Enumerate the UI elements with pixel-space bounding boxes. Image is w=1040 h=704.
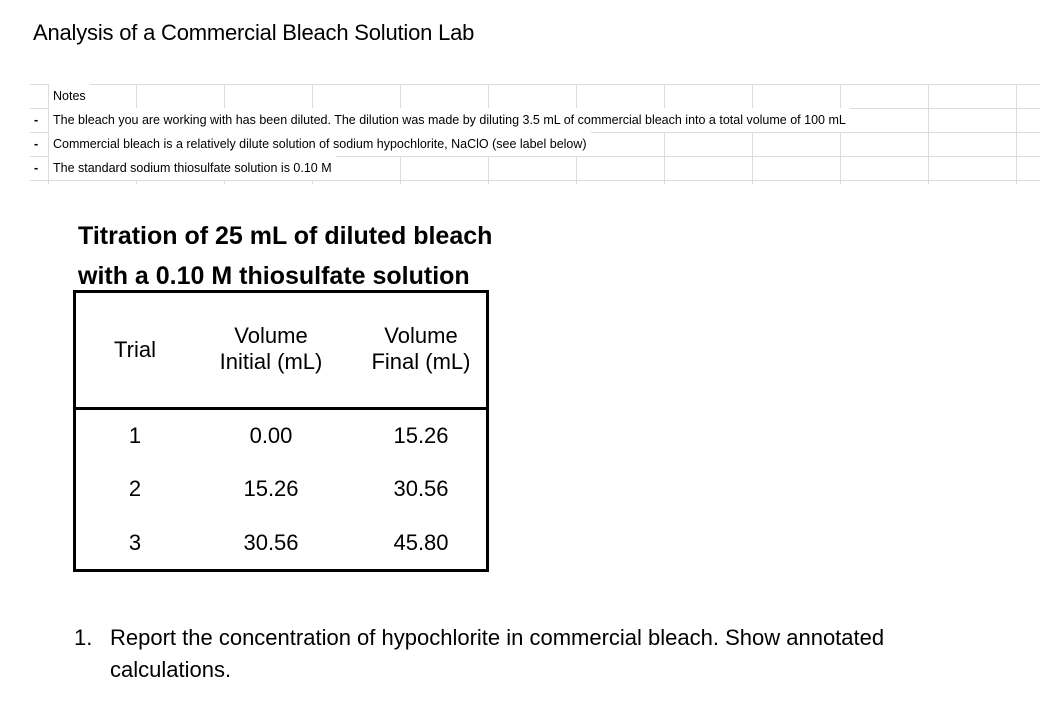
cell-volume-final: 30.56 (393, 476, 449, 501)
header-volume-final-line2: Final (mL) (371, 349, 471, 374)
header-volume-final-line1: Volume (384, 323, 458, 348)
cell-volume-initial: 15.26 (243, 476, 299, 501)
notes-item-text: The standard sodium thiosulfate solution is 0.10 M (48, 156, 336, 180)
page-title: Analysis of a Commercial Bleach Solution Lab (33, 20, 475, 45)
question-number: 1. (74, 625, 93, 650)
bullet-dash: - (34, 137, 39, 151)
question-text: Report the concentration of hypochlorite in commercial bleach. Show annotated calculations. (110, 625, 885, 682)
titration-table-header (76, 293, 486, 410)
header-trial: Trial (114, 337, 156, 362)
titration-title-line2: with a 0.10 M thiosulfate solution (78, 262, 470, 290)
header-volume-final (356, 323, 486, 375)
bullet-dash: - (34, 113, 39, 127)
cell-volume-initial: 30.56 (243, 530, 299, 555)
cell-trial: 1 (128, 423, 142, 448)
cell-volume-initial: 0.00 (249, 423, 293, 448)
notes-item-text: The bleach you are working with has been diluted. The dilution was made by diluting 3.5 mL of commercial bleach into a total volume of 100 mL (48, 108, 850, 132)
notes-heading: Notes (48, 84, 90, 108)
cell-trial: 3 (128, 530, 142, 555)
bullet-dash: - (34, 161, 39, 175)
titration-table (73, 290, 489, 572)
titration-title-line1: Titration of 25 mL of diluted bleach (78, 222, 493, 250)
header-volume-initial (206, 323, 336, 375)
notes-item-text: Commercial bleach is a relatively dilute solution of sodium hypochlorite, NaClO (see label below) (48, 132, 591, 156)
cell-trial: 2 (128, 476, 142, 501)
header-volume-initial-line2: Initial (mL) (219, 349, 323, 374)
header-volume-initial-line1: Volume (234, 323, 308, 348)
cell-volume-final: 15.26 (393, 423, 449, 448)
notes-sheet (30, 84, 1040, 184)
cell-volume-final: 45.80 (393, 530, 449, 555)
titration-table-title (78, 216, 518, 296)
